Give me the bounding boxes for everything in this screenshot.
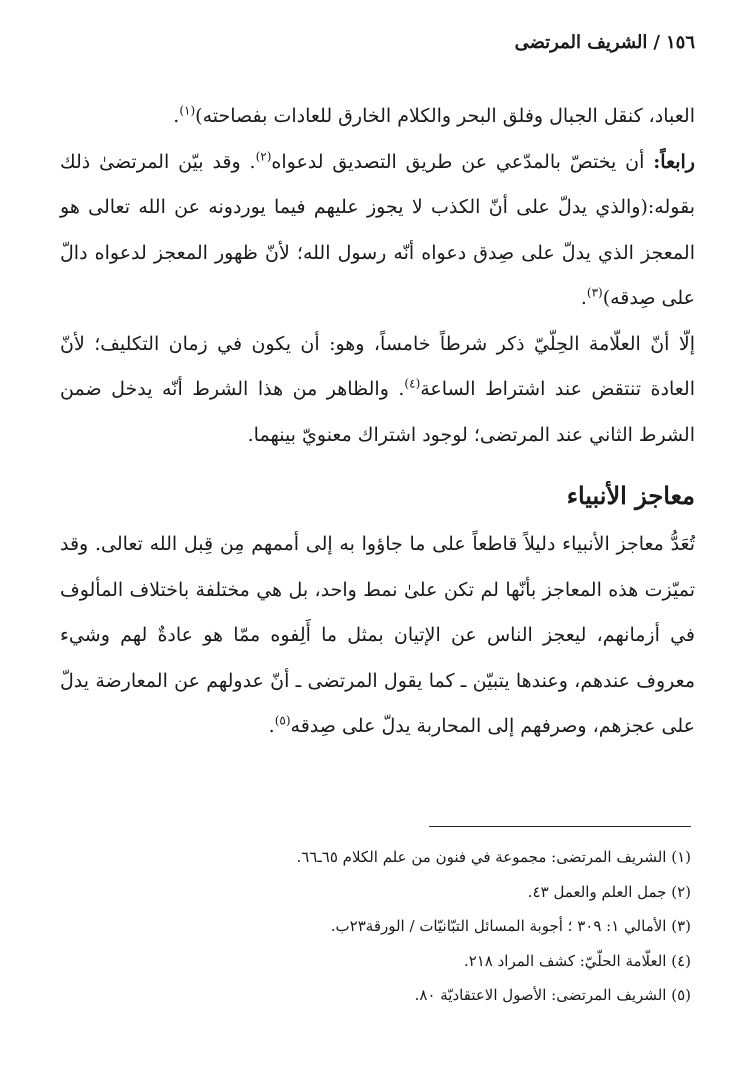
paragraph-1-end: . (173, 105, 180, 127)
footnote-ref-1: (١) (179, 103, 196, 118)
footnotes-list (56, 840, 691, 1013)
section-heading: معاجز الأنبياء (566, 481, 695, 510)
footnote-divider (429, 826, 691, 827)
paragraph-3-text-b: . والظاهر من هذا الشرط أنّه يدخل ضمن الشرط الثاني عند المرتضى؛ لوجود اشتراك معنويّ بينهما. (60, 378, 695, 446)
paragraph-1 (60, 94, 695, 140)
footnote-2: (٢) جمل العلم والعمل ٤٣. (527, 882, 691, 901)
footnote-ref-4: (٤) (404, 376, 421, 391)
footnote-3: (٣) الأمالي ١: ٣٠٩ ؛ أجوبة المسائل التبّانيّات / الورقة٢٣ب. (330, 917, 691, 935)
paragraph-4 (60, 522, 695, 750)
paragraph-1-text: العباد، كنقل الجبال وفلق البحر والكلام الخارق للعادات بفصاحته) (195, 105, 695, 127)
paragraph-2-end: . (580, 287, 587, 309)
book-page (60, 30, 695, 750)
footnote-5: (٥) الشريف المرتضى: الأصول الاعتقاديّة ٨٠. (414, 986, 691, 1004)
paragraph-2-text-b: . وقد بيّن المرتضىٰ ذلك بقوله:(والذي يدلّ على أنّ الكذب لا يجوز عليهم فيما يوردونه عن الله تعالى هو المعجز الذي يدلّ على صِدق دعواه أنّه رسول الله؛ لأنّ ظهور المعجز لدعواه دالّ على صِدقه) (60, 150, 695, 309)
paragraph-3 (60, 322, 695, 459)
footnote-ref-3: (٣) (586, 285, 603, 300)
paragraph-2-text-a: أن يختصّ بالمدّعي عن طريق التصديق لدعواه (271, 150, 654, 173)
paragraph-4-text: تُعَدُّ معاجز الأنبياء دليلاً قاطعاً على ما جاؤوا به إلى أممهم مِن قِبل الله تعالى. وقد تميّزت هذه المعاجز بأنّها لم تكن علىٰ نمط واحد، بل هي مختلفة باختلاف المألوف في أزمانهم، ليعجز الناس عن الإتيان بمثل ما أَلِفوه ممّا هو عادةٌ لهم وشيء معروف عندهم، وعندها يتبيّن ـ كما يقول المرتضى ـ أنّ عدولهم عن المعارضة يدلّ على عجزهم، وصرفهم إلى المحاربة يدلّ على صِدقه (60, 533, 696, 737)
paragraph-2 (60, 140, 695, 322)
paragraph-3-text-a: إلّا أنّ العلّامة الحِلّيّ ذكر شرطاً خامساً، وهو: أن يكون في زمان التكليف؛ لأنّ العادة تنتقض عند اشتراط الساعة (60, 332, 695, 400)
footnote-4: (٤) العلّامة الحلّيّ: كشف المراد ٢١٨. (463, 951, 691, 970)
page-number: ١٥٦ (665, 32, 695, 53)
paragraph-4-end: . (268, 715, 275, 737)
running-header (60, 30, 695, 56)
paragraph-2-lead: رابعاً: (653, 150, 695, 173)
running-title: الشريف المرتضى (514, 32, 648, 53)
footnote-ref-2: (٢) (255, 149, 272, 164)
footnote-ref-5: (٥) (274, 713, 291, 728)
header-separator: / (653, 32, 660, 53)
footnote-1: (١) الشريف المرتضى: مجموعة في فنون من علم الكلام ٦٥ـ٦٦. (296, 848, 691, 866)
